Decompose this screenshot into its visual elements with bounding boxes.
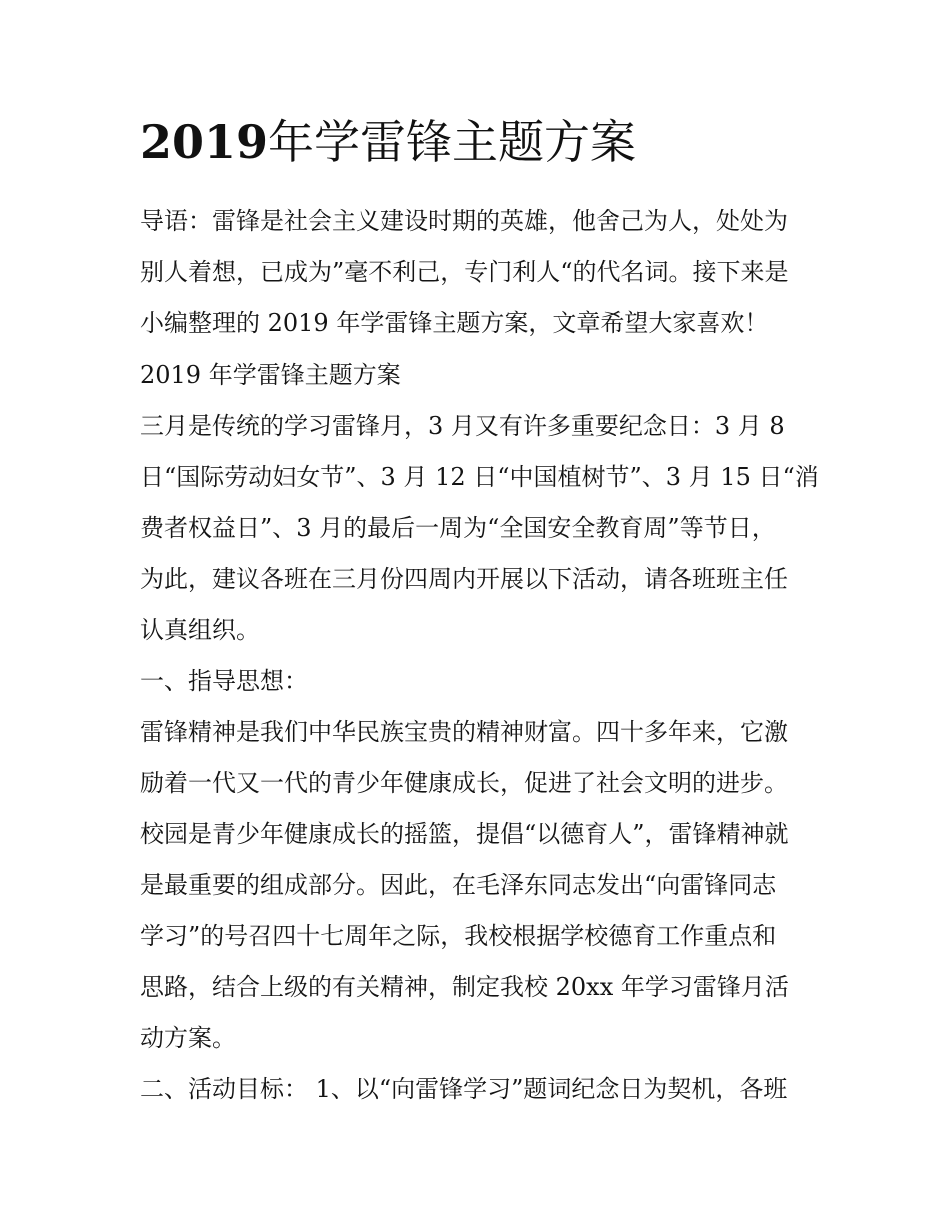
paragraph-line: 雷锋精神是我们中华民族宝贵的精神财富。四十多年来，它激 — [140, 718, 788, 746]
page-title — [140, 112, 636, 172]
section-heading: 一、指导思想： — [140, 667, 308, 695]
paragraph-line: 思路，结合上级的有关精神，制定我校 20xx 年学习雷锋月活 — [140, 973, 789, 1001]
paragraph-line: 学习”的号召四十七周年之际，我校根据学校德育工作重点和 — [140, 922, 777, 950]
paragraph-line: 别人着想，已成为”毫不利己，专门利人“的代名词。接下来是 — [140, 258, 789, 286]
paragraph-line: 认真组织。 — [140, 616, 260, 644]
paragraph-line: 日“国际劳动妇女节”、3 月 12 日“中国植树节”、3 月 15 日“消 — [140, 463, 819, 491]
paragraph-line: 费者权益日”、3 月的最后一周为“全国安全教育周”等节日， — [140, 514, 776, 542]
paragraph-line: 三月是传统的学习雷锋月，3 月又有许多重要纪念日：3 月 8 — [140, 412, 785, 440]
paragraph-line: 是最重要的组成部分。因此，在毛泽东同志发出“向雷锋同志 — [140, 871, 777, 899]
paragraph-line: 导语：雷锋是社会主义建设时期的英雄，他舍己为人，处处为 — [140, 207, 788, 235]
title-text: 年学雷锋主题方案 — [268, 115, 637, 169]
paragraph-line: 动方案。 — [140, 1024, 236, 1052]
title-year: 2019 — [140, 115, 269, 169]
section-heading: 二、活动目标： 1、以“向雷锋学习”题词纪念日为契机，各班 — [140, 1075, 788, 1103]
paragraph-line: 校园是青少年健康成长的摇篮，提倡“以德育人”，雷锋精神就 — [140, 820, 789, 848]
section-heading: 2019 年学雷锋主题方案 — [140, 361, 401, 389]
paragraph-line: 励着一代又一代的青少年健康成长，促进了社会文明的进步。 — [140, 769, 788, 797]
paragraph-line: 为此，建议各班在三月份四周内开展以下活动，请各班班主任 — [140, 565, 788, 593]
paragraph-line: 小编整理的 2019 年学雷锋主题方案，文章希望大家喜欢！ — [140, 309, 769, 337]
